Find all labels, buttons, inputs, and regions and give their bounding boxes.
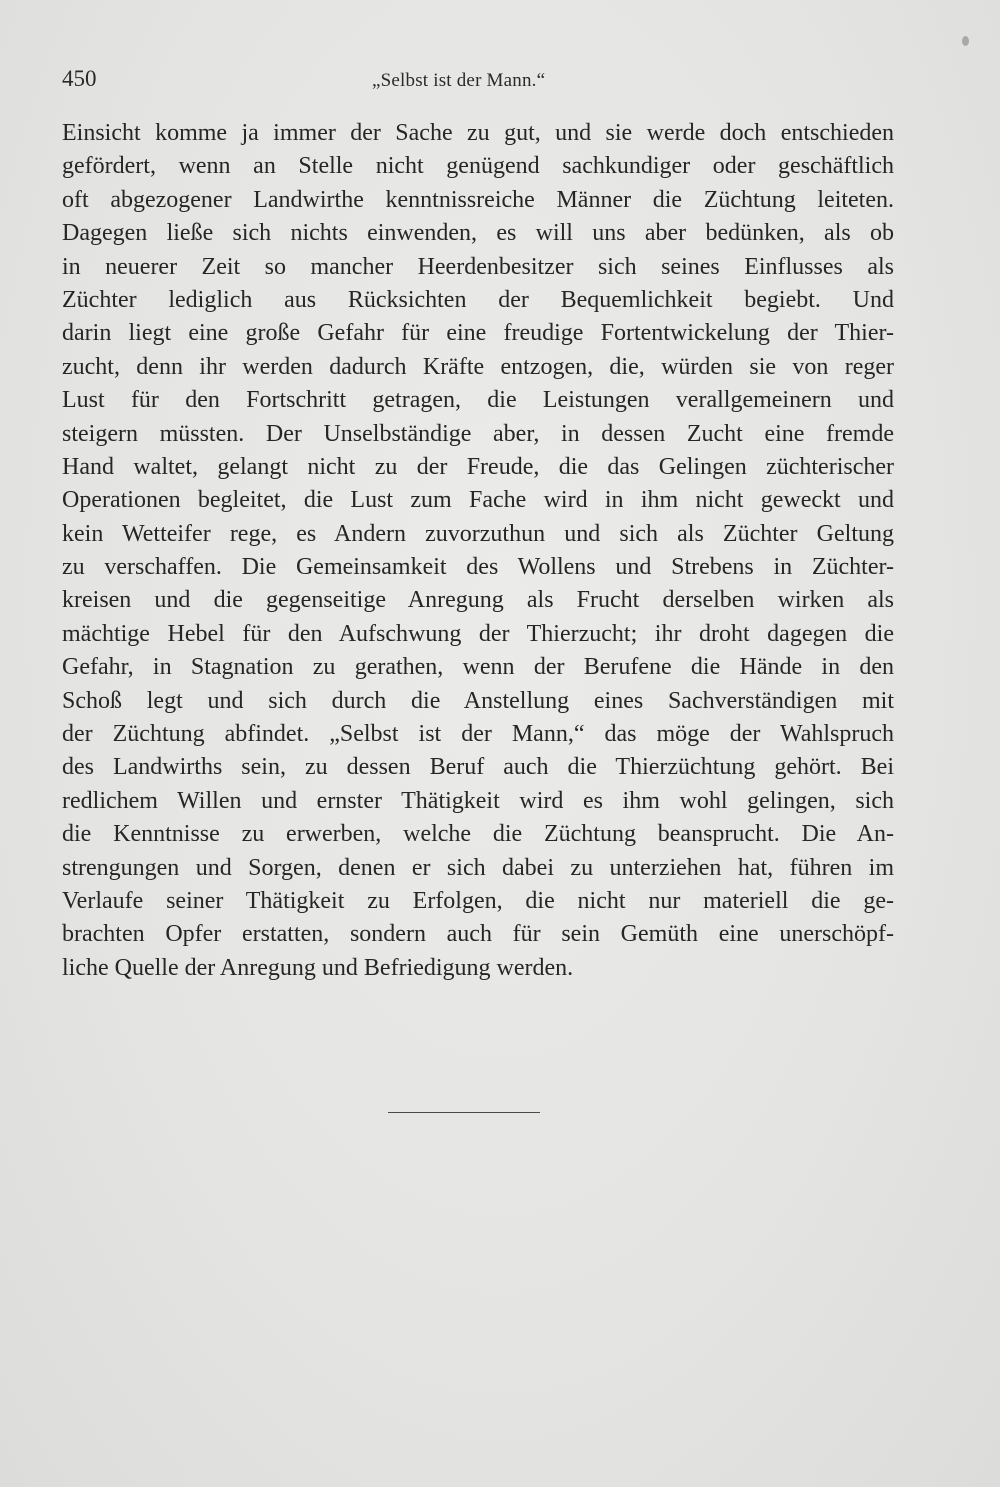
text-line: steigern müssten. Der Unselbständige aber, in dessen Zucht eine fremde: [62, 420, 894, 447]
text-line: strengungen und Sorgen, denen er sich dabei zu unterziehen hat, führen im: [62, 854, 894, 881]
text-line: in neuerer Zeit so mancher Heerdenbesitzer sich seines Einflusses als: [62, 253, 894, 280]
text-line: Dagegen ließe sich nichts einwenden, es will uns aber bedünken, als ob: [62, 220, 894, 247]
text-line: Gefahr, in Stagnation zu gerathen, wenn der Berufene die Hände in den: [62, 654, 894, 681]
page-header: [62, 66, 892, 98]
text-line: redlichem Willen und ernster Thätigkeit wird es ihm wohl gelingen, sich: [62, 787, 894, 814]
text-line: der Züchtung abfindet. „Selbst ist der Mann,“ das möge der Wahlspruch: [62, 721, 894, 748]
text-line: Einsicht komme ja immer der Sache zu gut, und sie werde doch entschieden: [62, 120, 894, 146]
text-line: brachten Opfer erstatten, sondern auch für sein Gemüth eine unerschöpf-: [62, 921, 894, 948]
text-line: Schoß legt und sich durch die Anstellung eines Sachverständigen mit: [62, 687, 894, 714]
text-line: die Kenntnisse zu erwerben, welche die Züchtung beansprucht. Die An-: [62, 821, 894, 848]
page-number: 450: [62, 66, 97, 91]
text-line: Verlaufe seiner Thätigkeit zu Erfolgen, die nicht nur materiell die ge-: [62, 887, 894, 914]
text-line: Züchter lediglich aus Rücksichten der Bequemlichkeit begiebt. Und: [62, 286, 894, 313]
text-line: gefördert, wenn an Stelle nicht genügend sachkundiger oder geschäftlich: [62, 153, 894, 180]
text-line: kein Wetteifer rege, es Andern zuvorzuthun und sich als Züchter Geltung: [62, 520, 894, 547]
text-line: darin liegt eine große Gefahr für eine freudige Fortentwickelung der Thier-: [62, 320, 894, 347]
text-line: zu verschaffen. Die Gemeinsamkeit des Wollens und Strebens in Züchter-: [62, 554, 894, 581]
text-line: Hand waltet, gelangt nicht zu der Freude, die das Gelingen züchterischer: [62, 453, 894, 480]
body-text: [62, 117, 894, 985]
text-line: Lust für den Fortschritt getragen, die Leistungen verallgemeinern und: [62, 387, 894, 414]
text-line: kreisen und die gegenseitige Anregung als Frucht derselben wirken als: [62, 587, 894, 614]
running-title: „Selbst ist der Mann.“: [372, 70, 546, 91]
text-line: mächtige Hebel für den Aufschwung der Thierzucht; ihr droht dagegen die: [62, 620, 894, 647]
text-line-last: liche Quelle der Anregung und Befriedigung werden.: [62, 954, 574, 981]
text-line: Operationen begleitet, die Lust zum Fache wird in ihm nicht geweckt und: [62, 487, 894, 514]
section-end-rule: [388, 1112, 540, 1113]
text-line: zucht, denn ihr werden dadurch Kräfte entzogen, die, würden sie von reger: [62, 353, 894, 380]
text-line: des Landwirths sein, zu dessen Beruf auch die Thierzüchtung gehört. Bei: [62, 754, 894, 781]
text-line: oft abgezogener Landwirthe kenntnissreiche Männer die Züchtung leiteten.: [62, 186, 894, 213]
paper-speck: [962, 36, 969, 46]
